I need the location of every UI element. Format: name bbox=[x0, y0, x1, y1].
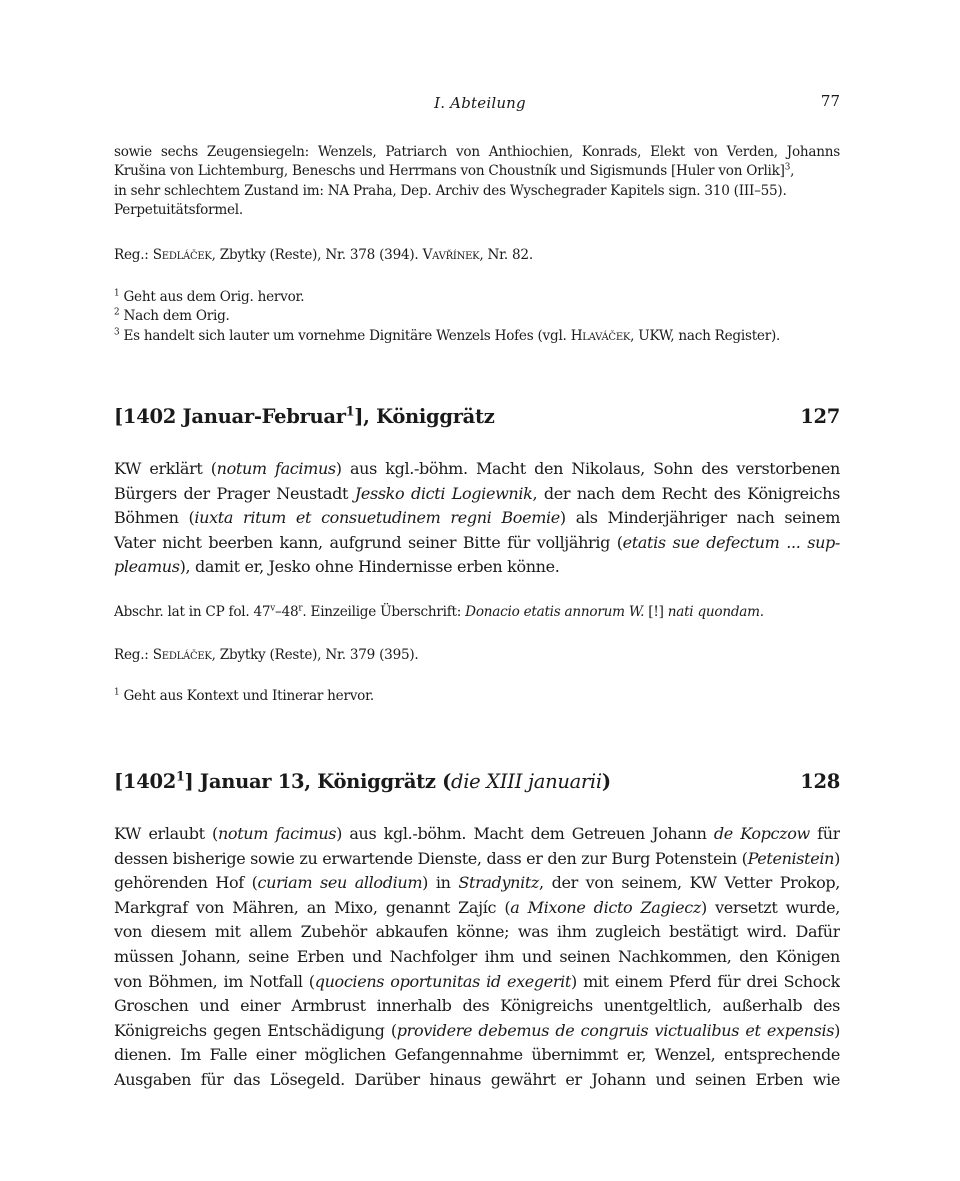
author-name: Hlaváček bbox=[570, 327, 631, 344]
entry-127-source-note: Abschr. lat in CP fol. 47$^v$–48$^r$. Einzeilige Überschrift: Donacio etatis annorum W. [!] nati quondam. bbox=[114, 603, 764, 620]
footnote: $^2$ Nach dem Orig. bbox=[114, 307, 230, 325]
prev-desc-line: Perpetuitätsformel. bbox=[114, 202, 243, 219]
prev-desc-line: in sehr schlechtem Zustand im: NA Praha, Dep. Archiv des Wyschegrader Kapitels sign. 310 (III–55). bbox=[114, 182, 787, 199]
entry-127-footnote: $^1$ Geht aus Kontext und Itinerar hervor. bbox=[114, 687, 374, 704]
prev-entry-footnotes bbox=[114, 288, 840, 346]
entry-127-number: 127 bbox=[800, 405, 840, 428]
prev-desc-line: Krušina von Lichtemburg, Beneschs und Herrmans von Choustník und Sigismunds [Huler von Orlik]$^3$, bbox=[114, 162, 795, 180]
page-number: 77 bbox=[820, 92, 840, 110]
author-name: Vavřínek bbox=[422, 247, 480, 263]
prev-entry-regest-reference: Reg.: Sedláček, Zbytky (Reste), Nr. 378 (394). Vavřínek, Nr. 82. bbox=[114, 247, 533, 263]
prev-desc-line: sowie sechs Zeugensiegeln: Wenzels, Patriarch von Anthiochien, Konrads, Elekt von Verden, Johanns bbox=[114, 144, 840, 160]
entry-127-regest-reference: Reg.: Sedláček, Zbytky (Reste), Nr. 379 (395). bbox=[114, 647, 419, 663]
entry-127-title: [1402 Januar-Februar$^1$], Königgrätz bbox=[114, 403, 495, 428]
footnote: $^3$ Es handelt sich lauter um vornehme Dignitäre Wenzels Hofes (vgl. Hlaváček, UKW, nach Register). bbox=[114, 327, 781, 344]
footnote: $^1$ Geht aus dem Orig. hervor. bbox=[114, 288, 305, 305]
entry-127-heading bbox=[114, 405, 840, 435]
entry-128-title: [1402$^1$] Januar 13, Königgrätz (die XIII januarii) bbox=[114, 768, 611, 793]
entry-128-number: 128 bbox=[800, 770, 840, 793]
running-header-title: I. Abteilung bbox=[434, 94, 526, 112]
author-name: Sedláček bbox=[152, 247, 212, 263]
entry-128-regest-text: KW erlaubt (notum facimus) aus kgl.-böhm. Macht dem Getreuen Johann de Kopczow für dessen bisherige sowie zu erwartende Dienste, dass er den zur Burg Potenstein (Petenistein) gehörenden Hof (curiam seu allodium) in Stradynitz, der von seinem, KW Vetter Prokop, Markgraf von Mähren, an Mixo, genannt Zajíc (a Mixone dicto Zagiecz) versetzt wurde, von diesem mit allem Zubehör abkaufen könne; was ihm zugleich bestätigt wird. Dafür müssen Johann, seine Erben und Nachfolger ihm und seinen Nachkommen, den Königen von Böhmen, im Notfall (quociens oportunitas id exegerit) mit einem Pferd für drei Schock Groschen und einer Armbrust innerhalb des Königreichs unentgeltlich, außerhalb des Königreichs gegen Entschädigung (providere debemus de congruis victualibus et expensis) dienen. Im Falle einer möglichen Gefangennahme übernimmt er, Wenzel, entsprechende Ausgaben für das Lösegeld. Darüber hinaus gewährt er Johann und seinen Erben wie bbox=[114, 824, 840, 1089]
prev-entry-description bbox=[114, 143, 840, 221]
entry-128-heading bbox=[114, 770, 840, 800]
footnote-ref: 3 bbox=[784, 162, 791, 173]
entry-127-regest-text: KW erklärt (notum facimus) aus kgl.-böhm. Macht den Nikolaus, Sohn des verstorbenen Bürgers der Prager Neustadt Jessko dicti Logiewnik, der nach dem Recht des Königreichs Böhmen (iuxta ritum et consuetudinem regni Boemie) als Minderjähriger nach seinem Vater nicht beerben kann, aufgrund seiner Bitte für volljährig (etatis sue defectum ... sup- pleamus), damit er, Jesko ohne Hindernisse erben könne. bbox=[114, 459, 840, 577]
author-name: Sedláček bbox=[152, 647, 212, 663]
